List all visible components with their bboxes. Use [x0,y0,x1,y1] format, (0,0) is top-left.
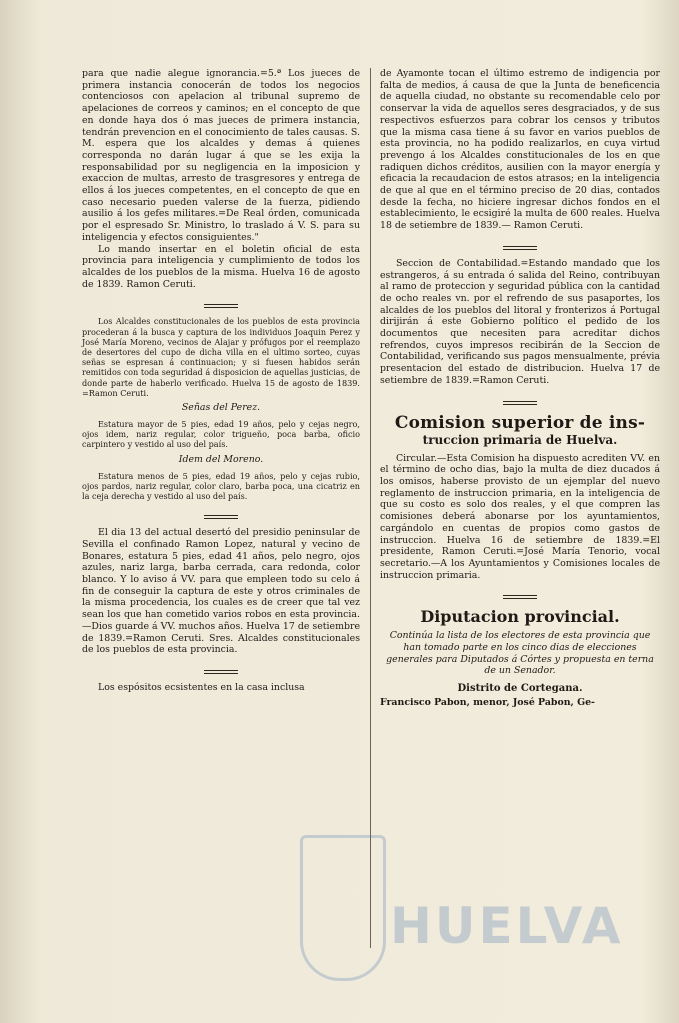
paragraph-deserter-notice: El dia 13 del actual desertó del presidio peninsular de Sevilla el confinado Ramon Lopez, natural y vecino de Bonares, estatura 5 pies, edad 41 años, pelo negro, ojos azules, nariz larga, barba cerrada, cara redonda, color blanco. Y lo aviso á VV. para que empleen todo su celo á fin de conseguir la captura de este y otros criminales de la misma procedencia, los cuales es de creer que tal vez sean los que han cometido varios robos en esta provincia.—Dios guarde á VV. muchos años. Huelva 17 de setiembre de 1839.=Ramon Ceruti. Sres. Alcaldes constitucionales de los pueblos de esta provincia. [82,527,360,656]
separator [82,504,360,523]
right-column [380,68,660,709]
paragraph-foundlings-start: Los espósitos ecsistentes en la casa inclusa [98,681,305,693]
district-heading: Distrito de Cortegana. [457,683,583,695]
watermark-text: HUELVA [390,897,624,955]
separator [82,293,360,312]
heading-diputacion: Diputacion provincial. [420,607,620,627]
paragraph-perez-description: Estatura mayor de 5 pies, edad 19 años, pelo y cejas negro, ojos idem, nariz regular, color trigueño, poca barba, oficio carpintero y vestido al uso del país. [82,418,360,450]
separator [82,659,360,678]
paragraph-accounting-section: Seccion de Contabilidad.=Estando mandado que los estrangeros, á su entrada ó salida del Reino, contribuyan al ramo de proteccion y seguridad pública con la cantidad de ocho reales vn. por el refrendo de sus pasaportes, los alcaldes de los pueblos del litoral y fronterizos á Portugal dirijirán á este Gobierno político el pedido de los documentos que necesiten para acreditar dichos refrendos, cuyos impresos recibirán de la Seccion de Contabilidad, verificando sus pagos mensualmente, prévia presentacion del estado de distribucion. Huelva 17 de setiembre de 1839.=Ramon Ceruti. [380,257,660,386]
separator [380,584,660,603]
paragraph-electors-intro: Continúa la lista de los electores de esta provincia que han tomado parte en los cinco dias de elecciones generales para Diputados á Córtes y propuesta en terna de un Senador. [386,630,654,677]
paragraph-circular: Circular.—Esta Comision ha dispuesto acrediten VV. en el término de ocho dias, bajo la multa de diez ducados á los omisos, haberse provisto de un ejemplar del nuevo reglamento de instruccion primaria, en la inteligencia de que su costo es solo dos reales, y el que compren las comisiones deberá abonarse por los ayuntamientos, cargándolo en cuentas de propios como gastos de instruccion. Huelva 16 de setiembre de 1839.=El presidente, Ramon Ceruti.=José María Tenorio, vocal secretario.—A los Ayuntamientos y Comisiones locales de instruccion primaria. [380,452,660,581]
paragraph-foundlings-continued: de Ayamonte tocan el último estremo de indigencia por falta de medios, á causa de que la Junta de beneficencia de aquella ciudad, no obstante su recomendable celo por conservar la vida de aquellos seres desgraciados, y de sus respectivos esfuerzos para cobrar los censos y tributos que la misma casa tiene á su favor en varios pueblos de esta provincia, no ha podido realizarlos, en cuya virtud prevengo á los Alcaldes constitucionales de los en que radiquen dichos créditos, ausilien con la mayor energía y eficacia la recaudacion de estos atrasos; en la inteligencia de que al que en el término preciso de 20 dias, contados desde la fecha, no hiciere ingresar dichos fondos en el establecimiento, le ecsigiré la multa de 600 reales. Huelva 18 de setiembre de 1839.— Ramon Ceruti. [380,68,660,232]
left-column [82,68,360,694]
subheading-perez: Señas del Perez. [181,401,261,413]
electors-list-line: Francisco Pabon, menor, José Pabon, Ge- [380,697,595,709]
column-divider [370,68,371,948]
paragraph-capture-order: Los Alcaldes constitucionales de los pueblos de esta provincia procederan á la busca y captura de los individuos Joaquin Perez y José María Moreno, vecinos de Alajar y prófugos por el reemplazo de desertores del cupo de dicha villa en el ultimo sorteo, cuyas señas se espresan á continuacion; y si fuesen habidos serán remitidos con toda seguridad á disposicion de aquellas justicias, de donde parte de haberlo verificado. Huelva 15 de agosto de 1839. =Ramon Ceruti. [82,316,360,398]
paragraph-moreno-description: Estatura menos de 5 pies, edad 19 años, pelo y cejas rubio, ojos pardos, nariz regular, color claro, barba poca, una cicatriz en la ceja derecha y vestido al uso del país. [82,470,360,501]
heading-commission: Comision superior de ins- [394,412,646,433]
subheading-moreno: Idem del Moreno. [178,453,264,465]
watermark-shield-icon [300,835,386,981]
paragraph-royal-order-end: para que nadie alegue ignorancia.=5.ª Los jueces de primera instancia conocerán de todos los negocios contenciosos con apelacion al tribunal supremo de apelaciones de correos y caminos; en el concepto de que en donde haya dos ó mas jueces de primera instancia, tendrán prevencion en el conocimiento de tales causas. S. M. espera que los alcaldes y demas á quienes corresponda no darán lugar á que se les exija la responsabilidad por su negligencia en la imposicion y exaccion de multas, arresto de trasgresores y entrega de ellos á los jueces competentes, en el concepto de que en caso necesario pueden valerse de la fuerza, pidiendo ausilio á los gefes militares.=De Real órden, comunicada por el espresado Sr. Ministro, lo traslado á V. S. para su inteligencia y efectos consiguientes." [82,68,360,243]
separator [380,235,660,254]
heading-commission-line2: truccion primaria de Huelva. [422,432,618,447]
separator [380,390,660,409]
library-watermark [300,835,660,985]
paragraph-insert-order: Lo mando insertar en el boletin oficial de esta provincia para inteligencia y cumplimiento de todos los alcaldes de los pueblos de la misma. Huelva 16 de agosto de 1839. Ramon Ceruti. [82,243,360,290]
